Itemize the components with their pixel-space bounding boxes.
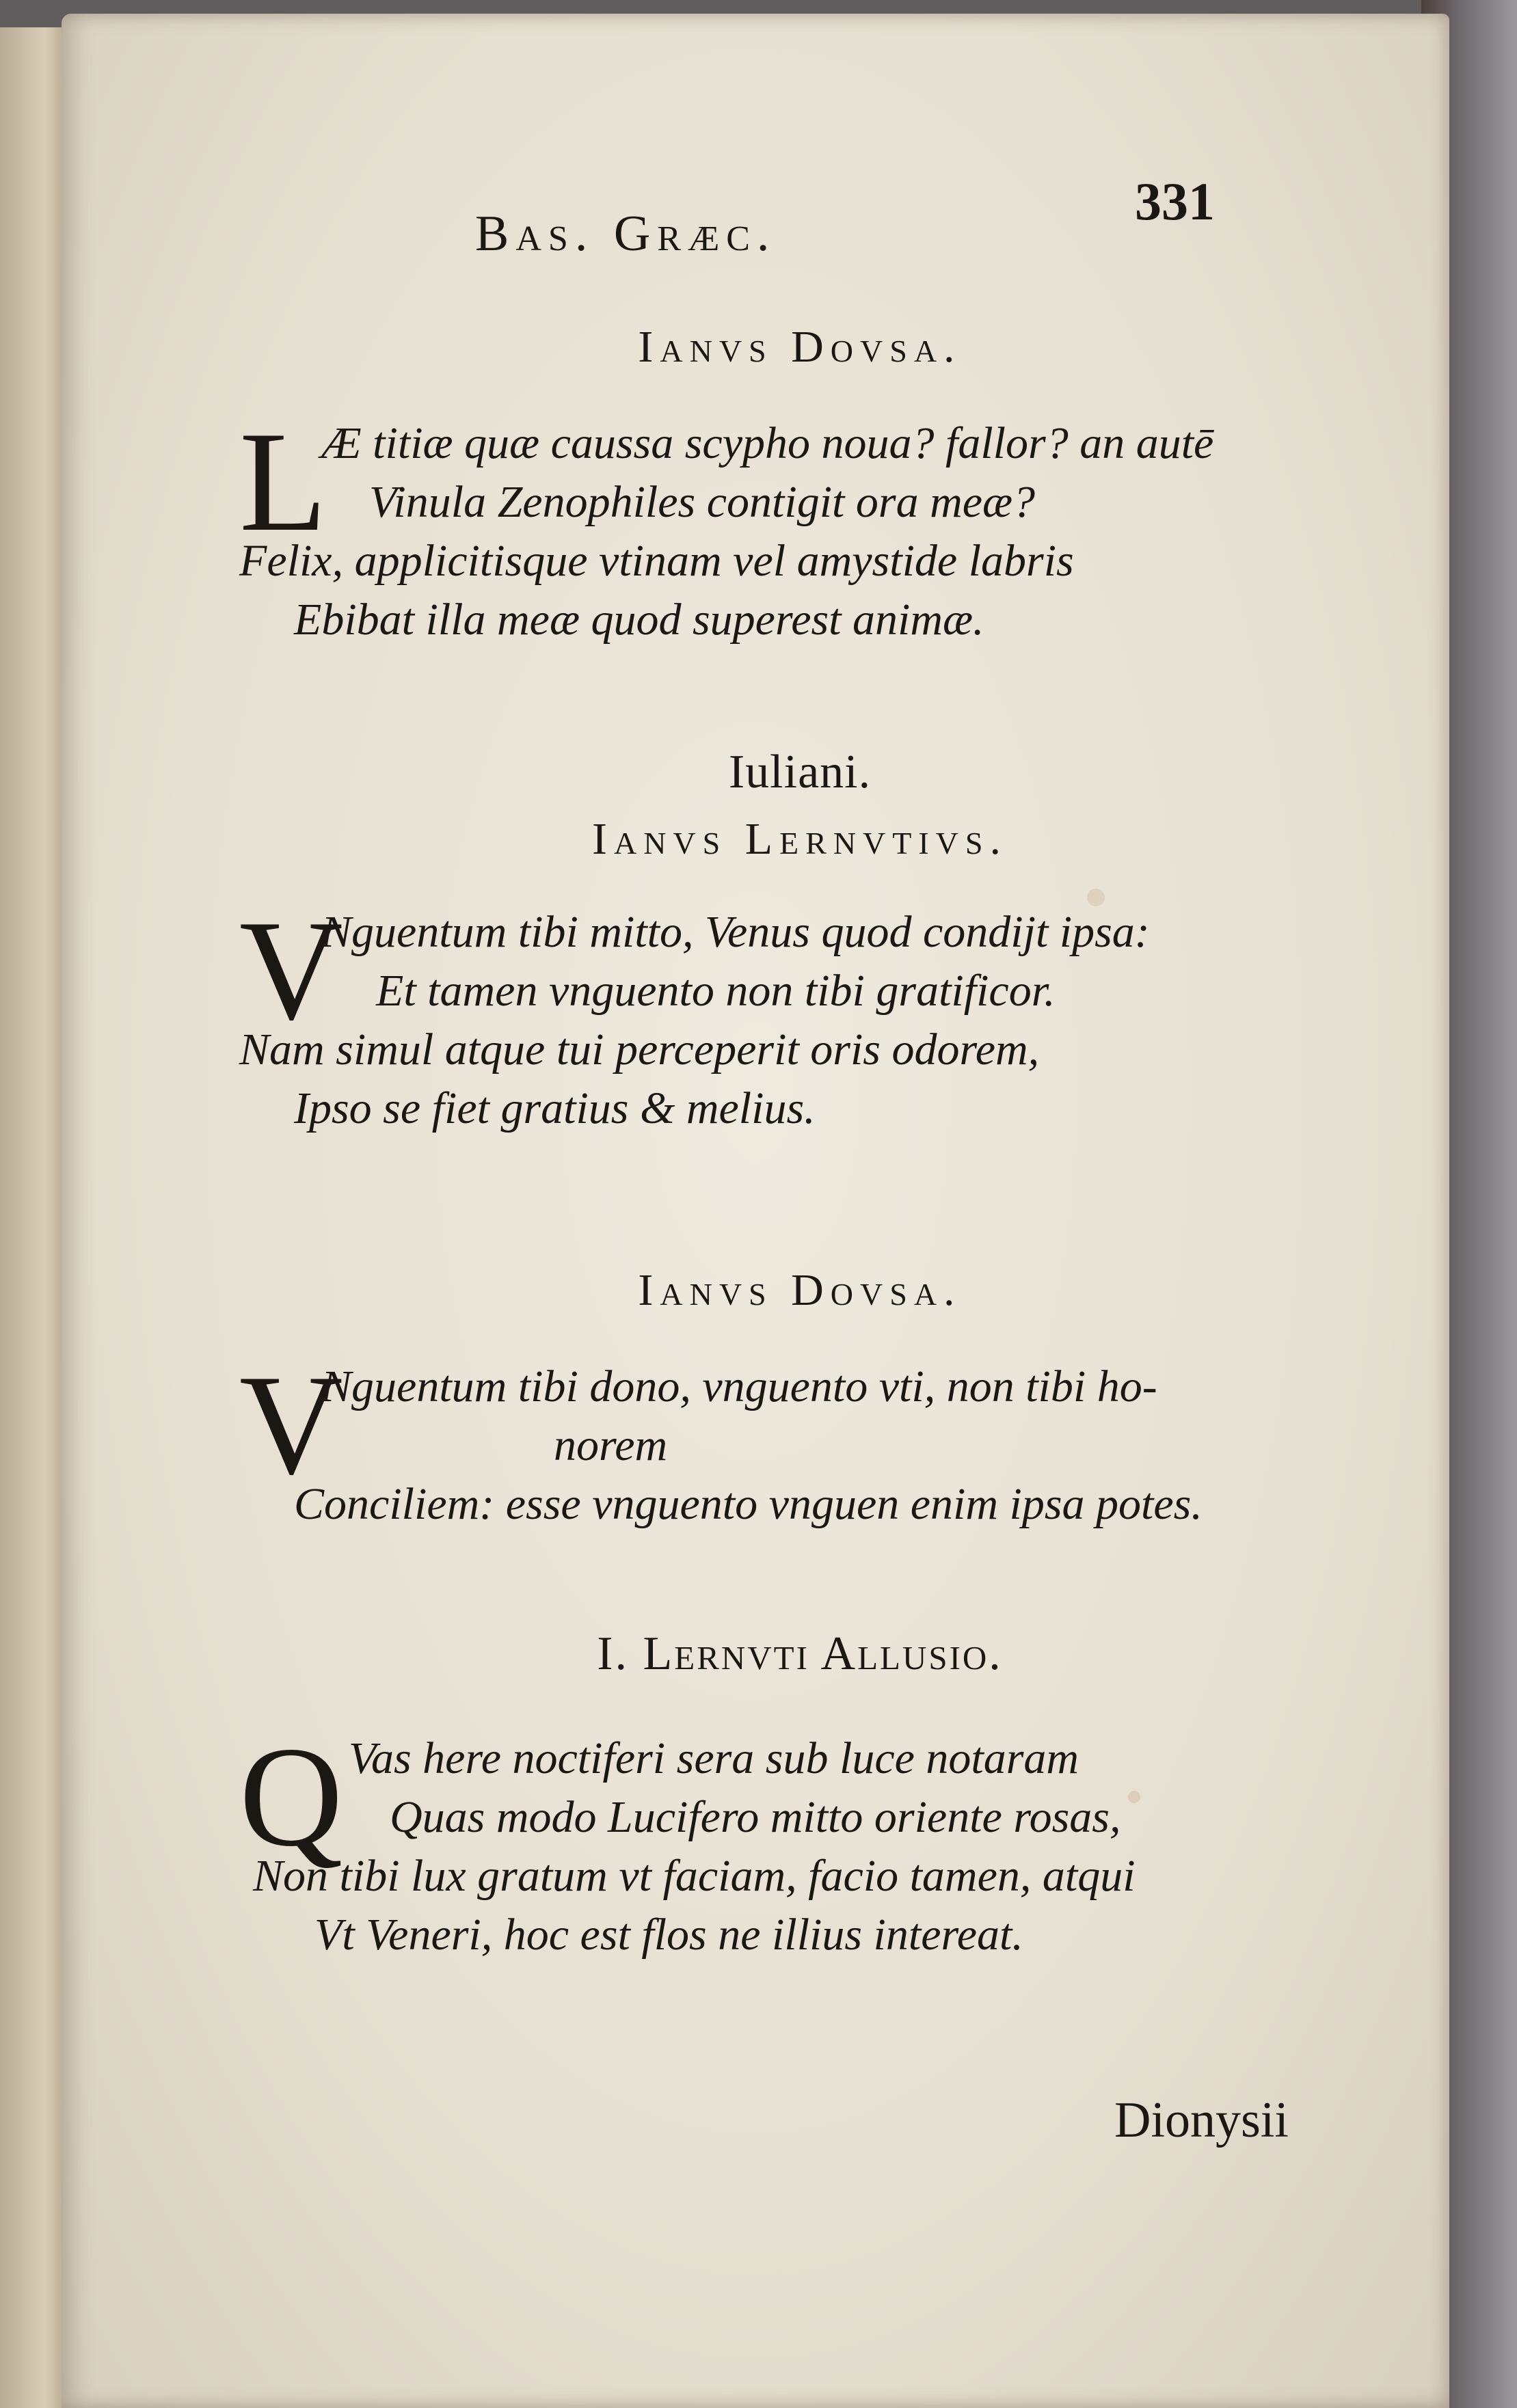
verse-block — [239, 1718, 1360, 1964]
poem-subheading: Iuliani. — [728, 746, 872, 798]
verse-line: norem — [554, 1420, 668, 1470]
poem-heading: Ianvs Dovsa. — [638, 1265, 962, 1315]
verse-line: Nguentum tibi dono, vnguento vti, non tibi ho- — [321, 1362, 1157, 1411]
verse-block — [239, 891, 1360, 1138]
poem-heading: Ianvs Lernvtivs. — [592, 814, 1008, 864]
book-page — [62, 14, 1449, 2408]
poem-1 — [239, 321, 1360, 649]
verse-block — [239, 1346, 1360, 1534]
verse-line: Vt Veneri, hoc est flos ne illius intereat. — [314, 1910, 1023, 1960]
verse-line: Non tibi lux gratum vt faciam, facio tamen, atqui — [253, 1851, 1136, 1901]
drop-cap: Q — [239, 1718, 343, 1876]
running-head — [417, 172, 1306, 273]
verse-line: Quas modo Lucifero mitto oriente rosas, — [390, 1792, 1121, 1842]
poem-heading: Ianvs Dovsa. — [638, 322, 962, 372]
page-number: 331 — [1135, 172, 1215, 231]
verse-line: Ipso se fiet gratius & melius. — [294, 1083, 816, 1133]
verse-line: Felix, applicitisque vtinam vel amystide labris — [239, 536, 1074, 586]
poem-3 — [239, 1264, 1360, 1534]
poem-4 — [239, 1627, 1360, 1964]
drop-cap: V — [239, 1346, 343, 1504]
verse-line: Conciliem: esse vnguento vnguen enim ipsa potes. — [294, 1479, 1203, 1529]
verse-line: Vas here noctiferi sera sub luce notaram — [349, 1733, 1079, 1783]
verse-line: Ebibat illa meæ quod superest animæ. — [294, 595, 984, 645]
drop-cap: L — [239, 403, 327, 561]
poem-heading: I. Lernvti Allusio. — [597, 1627, 1003, 1680]
drop-cap: V — [239, 891, 343, 1050]
poem-2 — [239, 745, 1360, 1138]
verse-line: Nguentum tibi mitto, Venus quod condijt ipsa: — [321, 907, 1150, 957]
running-title: Bas. Græc. — [475, 206, 777, 262]
verse-line: Vinula Zenophiles contigit ora meæ? — [369, 477, 1036, 527]
verse-line: Nam simul atque tui perceperit oris odorem, — [239, 1025, 1040, 1074]
verse-block — [239, 403, 1360, 649]
verse-line: Æ titiæ quæ caussa scypho noua? fallor? an autē — [321, 418, 1214, 468]
catchword: Dionysii — [1114, 2092, 1289, 2148]
verse-line: Et tamen vnguento non tibi gratificor. — [376, 966, 1056, 1016]
